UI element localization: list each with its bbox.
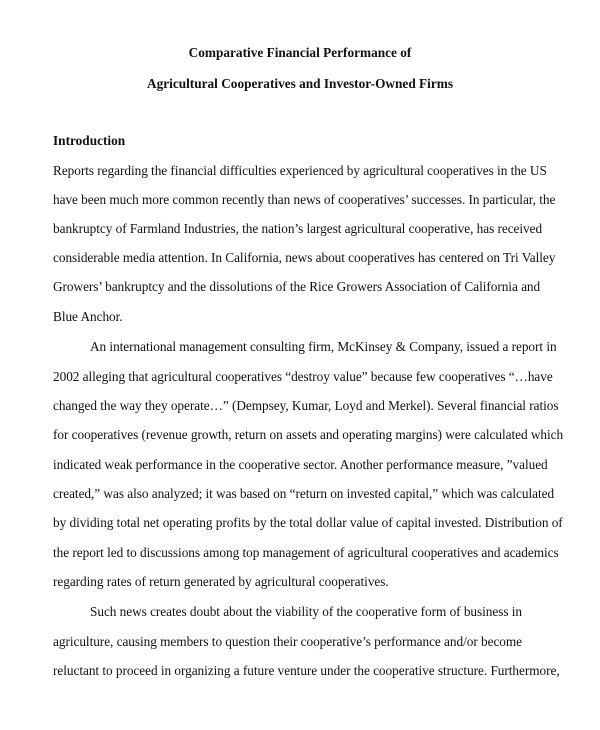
text-line: the report led to discussions among top management of agricultural cooperatives and academics	[53, 545, 559, 560]
text-line: bankruptcy of Farmland Industries, the nation’s largest agricultural cooperative, has received	[53, 221, 543, 236]
text-line: agriculture, causing members to question their cooperative’s performance and/or become	[53, 634, 523, 649]
section-heading-introduction: Introduction	[53, 133, 126, 148]
text-line-indented: Such news creates doubt about the viability of the cooperative form of business in	[90, 604, 523, 619]
text-line: regarding rates of return generated by agricultural cooperatives.	[53, 574, 389, 589]
text-line: Reports regarding the financial difficulties experienced by agricultural cooperatives in the US	[53, 163, 547, 178]
text-line: have been much more common recently than news of cooperatives’ successes. In particular, the	[53, 192, 556, 207]
text-line: considerable media attention. In California, news about cooperatives has centered on Tri Valley	[53, 250, 556, 265]
text-line: Blue Anchor.	[53, 309, 123, 324]
text-line: changed the way they operate…” (Dempsey, Kumar, Loyd and Merkel). Several financial ratios	[53, 398, 559, 413]
text-line: 2002 alleging that agricultural cooperatives “destroy value” because few cooperatives “…have	[53, 369, 553, 384]
text-line-indented: An international management consulting firm, McKinsey & Company, issued a report in	[90, 339, 557, 354]
text-line: reluctant to proceed in organizing a future venture under the cooperative structure. Furthermore,	[53, 663, 560, 678]
document-title-line-2: Agricultural Cooperatives and Investor-Owned Firms	[146, 76, 454, 91]
text-line: indicated weak performance in the cooperative sector. Another performance measure, ”valued	[53, 457, 548, 472]
text-line: for cooperatives (revenue growth, return on assets and operating margins) were calculated which	[53, 427, 564, 442]
text-line: by dividing total net operating profits by the total dollar value of capital invested. Distribution of	[53, 515, 563, 530]
text-line: Growers’ bankruptcy and the dissolutions of the Rice Growers Association of California and	[53, 279, 541, 294]
document-title-line-1: Comparative Financial Performance of	[188, 45, 412, 60]
text-line: created,” was also analyzed; it was based on “return on invested capital,” which was calculated	[53, 486, 555, 501]
